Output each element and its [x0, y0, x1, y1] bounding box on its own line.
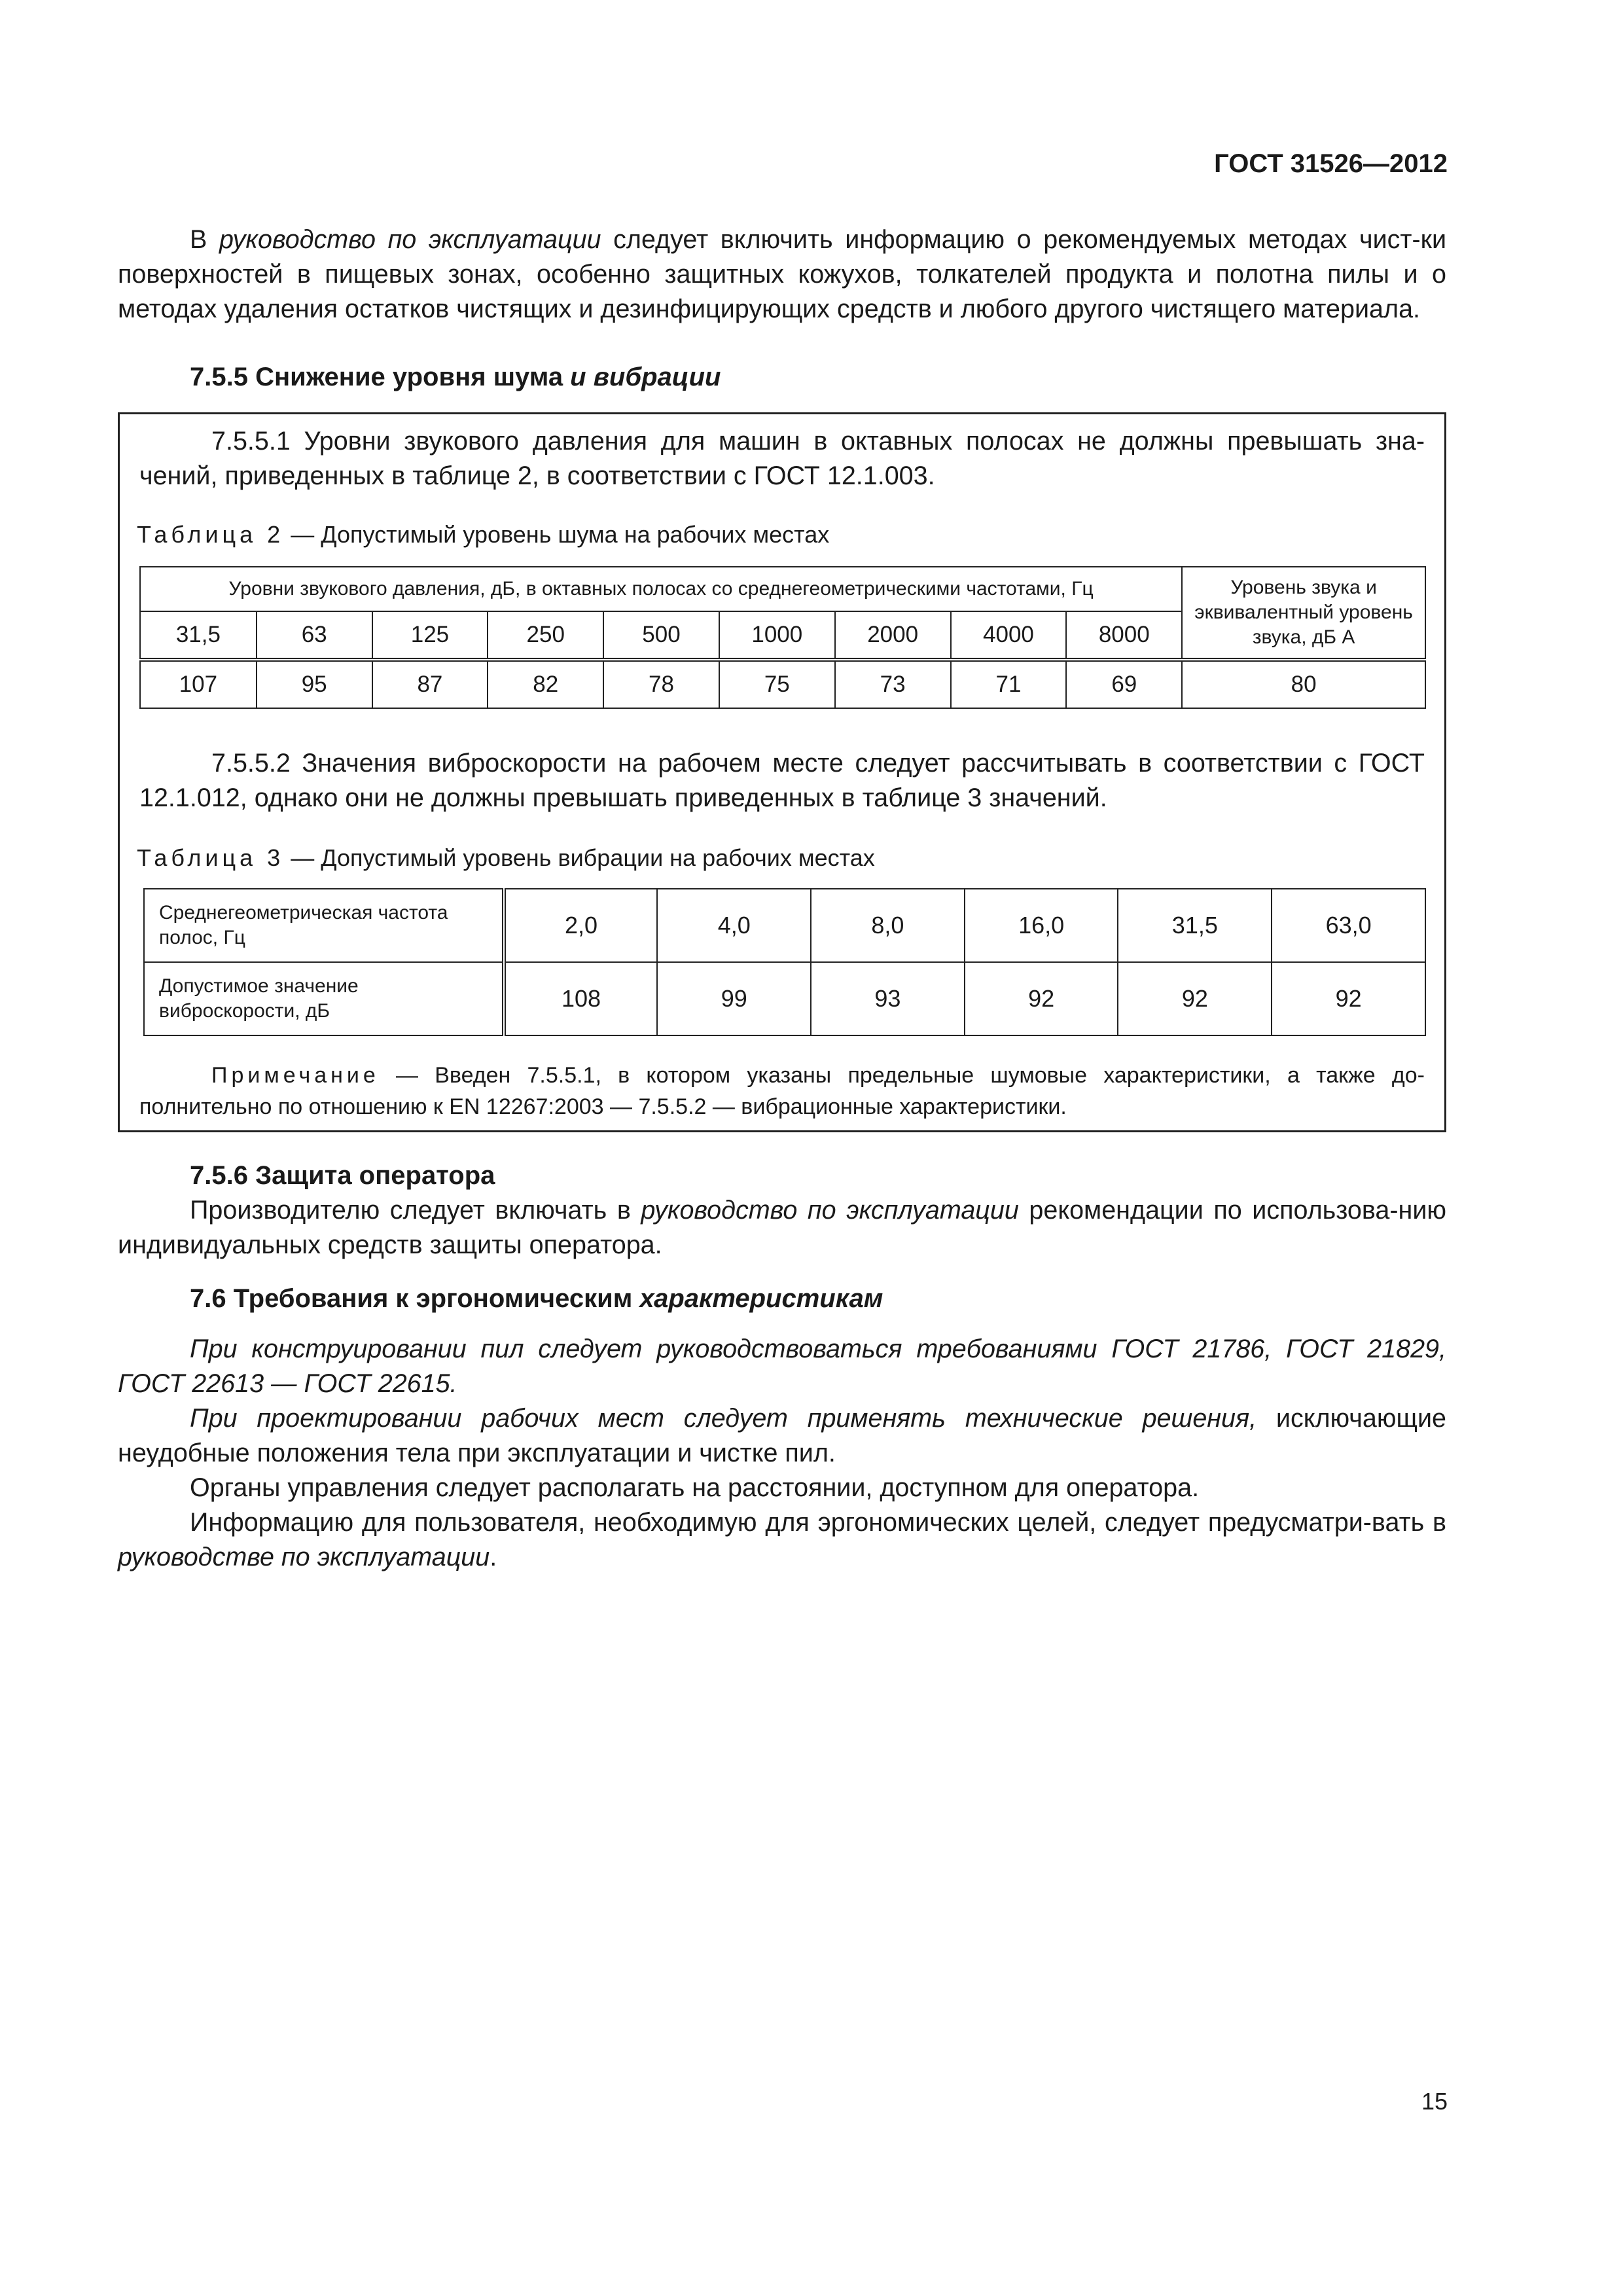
table-2-level-header: Уровень звука и эквивалентный уровень звука, дБ А: [1182, 567, 1425, 660]
caption-label: Таблица 2: [137, 521, 285, 548]
framed-amendment-box: [118, 412, 1446, 1132]
text-run: рекомендации по использова-нию индивидуальных средств защиты оператора.: [118, 1196, 1447, 1259]
paragraph-7-5-5-2: 7.5.5.2 Значения виброскорости на рабочем месте следует рассчитывать в соответствии с ГОСТ 12.1.012, однако они не должны превышать приведенных в таблице 3 значений.: [139, 749, 1425, 812]
value-cell: 78: [603, 660, 719, 708]
frequency-cell: 2,0: [504, 889, 658, 962]
intro-paragraph: [118, 223, 1446, 327]
section-7-5-6-paragraph: [118, 1193, 1446, 1263]
frequency-cell: 500: [603, 611, 719, 660]
frequency-cell: 125: [372, 611, 488, 660]
text-run: Информацию для пользователя, необходимую для эргономических целей, следует предусматри-вать в: [190, 1508, 1446, 1537]
table-2-noise-levels: [139, 566, 1426, 709]
caption-label: Таблица 3: [137, 844, 285, 871]
caption-text: — Допустимый уровень шума на рабочих местах: [284, 521, 830, 548]
frequency-cell: 4,0: [657, 889, 811, 962]
value-cell: 107: [140, 660, 257, 708]
value-cell: 69: [1066, 660, 1182, 708]
text-run: .: [490, 1543, 497, 1571]
value-cell: 108: [504, 962, 658, 1035]
section-7-6-paragraph-3: Органы управления следует располагать на расстоянии, доступном для оператора.: [190, 1473, 1200, 1502]
text-run-italic: руководстве по эксплуатации: [118, 1543, 490, 1571]
section-7-6-paragraph-1: При конструировании пил следует руководствоваться требованиями ГОСТ 21786, ГОСТ 21829, ГОСТ 22613 — ГОСТ 22615.: [118, 1335, 1446, 1398]
text-run: исключающие неудобные положения тела при эксплуатации и чистке пил.: [118, 1404, 1446, 1467]
document-code: ГОСТ 31526—2012: [1214, 149, 1448, 178]
section-7-6-paragraph-2: [118, 1401, 1446, 1471]
frequency-cell: 4000: [951, 611, 1067, 660]
heading-text: 7.5.5 Снижение уровня шума: [190, 363, 571, 391]
text-run-italic: При проектировании рабочих мест следует применять технические решения,: [190, 1404, 1257, 1433]
section-7-5-6-heading: 7.5.6 Защита оператора: [190, 1161, 495, 1190]
value-cell: 73: [835, 660, 951, 708]
value-cell: 93: [811, 962, 965, 1035]
frequency-cell: 8,0: [811, 889, 965, 962]
table-3-row-label: Допустимое значение виброскорости, дБ: [144, 962, 504, 1035]
section-7-6-heading: [190, 1282, 883, 1316]
frequency-cell: 8000: [1066, 611, 1182, 660]
table-3-caption: [137, 844, 875, 872]
text-run-italic: руководство по эксплуатации: [641, 1196, 1019, 1225]
frequency-cell: 31,5: [1118, 889, 1272, 962]
value-cell: 87: [372, 660, 488, 708]
page-number: 15: [1421, 2088, 1448, 2115]
frequency-cell: 31,5: [140, 611, 257, 660]
frequency-cell: 63: [257, 611, 372, 660]
heading-text-italic: характеристикам: [639, 1284, 883, 1313]
value-cell: 75: [719, 660, 835, 708]
value-cell: 71: [951, 660, 1067, 708]
frequency-cell: 2000: [835, 611, 951, 660]
frequency-cell: 250: [488, 611, 603, 660]
frequency-cell: 63,0: [1272, 889, 1425, 962]
table-note: [139, 1060, 1425, 1122]
table-2-caption: [137, 520, 829, 549]
heading-text-italic: и вибрации: [570, 363, 721, 391]
table-3-row-label: Среднегеометрическая частота полос, Гц: [144, 889, 504, 962]
value-cell: 99: [657, 962, 811, 1035]
note-label: Примечание: [211, 1063, 380, 1088]
value-cell: 82: [488, 660, 603, 708]
caption-text: — Допустимый уровень вибрации на рабочих местах: [284, 844, 875, 871]
value-cell: 95: [257, 660, 372, 708]
frequency-cell: 16,0: [965, 889, 1118, 962]
heading-text: 7.6 Требования к эргономическим: [190, 1284, 640, 1313]
text-run: следует включить информацию о рекомендуемых методах чист-ки поверхностей в пищевых зонах, особенно защитных кожухов, толкателей продукта и полотна пилы и о методах удаления остатков чистящих и дезинфицирующих средств и любого другого чистящего материала.: [118, 225, 1447, 323]
section-7-6-paragraph-4: [118, 1505, 1446, 1575]
table-3-vibration-levels: [143, 888, 1426, 1036]
value-cell: 92: [1118, 962, 1272, 1035]
table-2-header-span: Уровни звукового давления, дБ, в октавных полосах со среднегеометрическими частотами, Гц: [140, 567, 1182, 611]
note-text: — Введен 7.5.5.1, в котором указаны предельные шумовые характеристики, а также до-полнительно по отношению к EN 12267:2003 — 7.5.5.2 — вибрационные характеристики.: [139, 1063, 1425, 1119]
text-run: В: [190, 225, 219, 254]
paragraph-7-5-5-1: 7.5.5.1 Уровни звукового давления для машин в октавных полосах не должны превышать зна-чений, приведенных в таблице 2, в соответствии с ГОСТ 12.1.003.: [139, 427, 1425, 490]
value-cell: 92: [965, 962, 1118, 1035]
value-cell: 92: [1272, 962, 1425, 1035]
frequency-cell: 1000: [719, 611, 835, 660]
text-run: Производителю следует включать в: [190, 1196, 641, 1225]
section-7-5-5-heading: [190, 360, 721, 395]
text-run-italic: руководство по эксплуатации: [219, 225, 601, 254]
level-value-cell: 80: [1182, 660, 1425, 708]
